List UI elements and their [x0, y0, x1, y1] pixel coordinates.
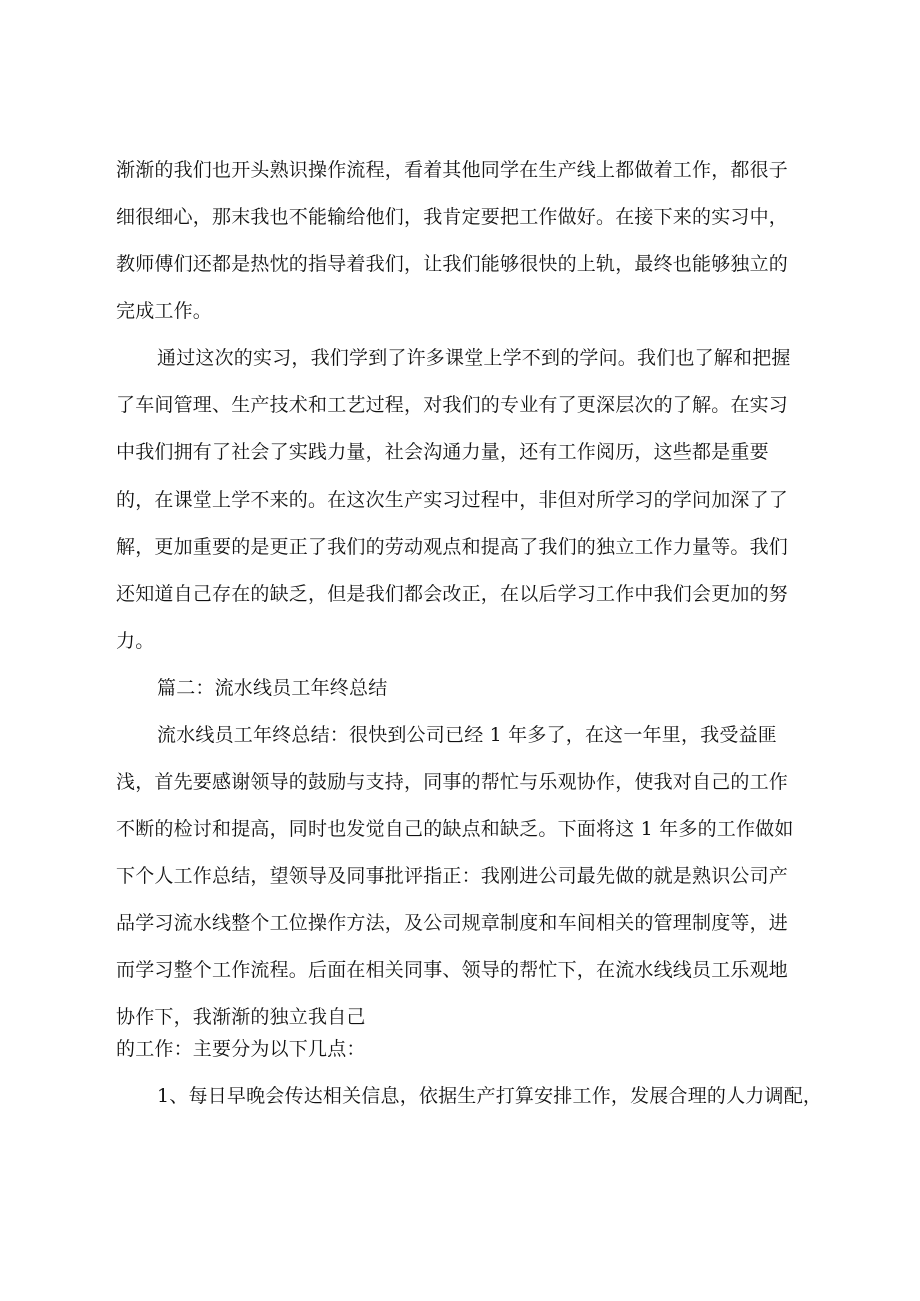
text-line: 而学习整个工作流程。后面在相关同事、领导的帮忙下，在流水线线员工乐观地	[116, 959, 789, 981]
text-line: 力。	[116, 630, 155, 652]
text-line: 不断的检讨和提高，同时也发觉自己的缺点和缺乏。下面将这 1 年多的工作做如	[116, 818, 794, 840]
text-line: 的工作：主要分为以下几点：	[116, 1038, 366, 1060]
text-line: 完成工作。	[116, 300, 213, 322]
text-line: 还知道自己存在的缺乏，但是我们都会改正，在以后学习工作中我们会更加的努	[116, 583, 789, 605]
text-line: 细很细心，那末我也不能输给他们，我肯定要把工作做好。在接下来的实习中，	[116, 206, 789, 228]
text-line: 协作下，我渐渐的独立我自己	[116, 1006, 366, 1028]
text-line: 浅，首先要感谢领导的鼓励与支持，同事的帮忙与乐观协作，使我对自己的工作	[116, 771, 789, 793]
text-line: 品学习流水线整个工位操作方法，及公司规章制度和车间相关的管理制度等，进	[116, 912, 789, 934]
text-line: 解，更加重要的是更正了我们的劳动观点和提高了我们的独立工作力量等。我们	[116, 536, 789, 558]
text-line: 的，在课堂上学不来的。在这次生产实习过程中，非但对所学习的学问加深了了	[116, 489, 789, 511]
list-item: 1、每日早晚会传达相关信息，依据生产打算安排工作，发展合理的人力调配，	[157, 1085, 823, 1107]
section-heading: 篇二：流水线员工年终总结	[157, 677, 388, 699]
text-line: 流水线员工年终总结：很快到公司已经 1 年多了，在这一年里，我受益匪	[157, 724, 777, 746]
text-line: 中我们拥有了社会了实践力量，社会沟通力量，还有工作阅历，这些都是重要	[116, 441, 769, 463]
text-line: 渐渐的我们也开头熟识操作流程，看着其他同学在生产线上都做着工作，都很子	[116, 159, 789, 181]
text-line: 教师傅们还都是热忱的指导着我们，让我们能够很快的上轨，最终也能够独立的	[116, 253, 789, 275]
text-line: 下个人工作总结，望领导及同事批评指正：我刚进公司最先做的就是熟识公司产	[116, 865, 789, 887]
text-line: 通过这次的实习，我们学到了许多课堂上学不到的学问。我们也了解和把握	[157, 347, 791, 369]
text-line: 了车间管理、生产技术和工艺过程，对我们的专业有了更深层次的了解。在实习	[116, 394, 789, 416]
